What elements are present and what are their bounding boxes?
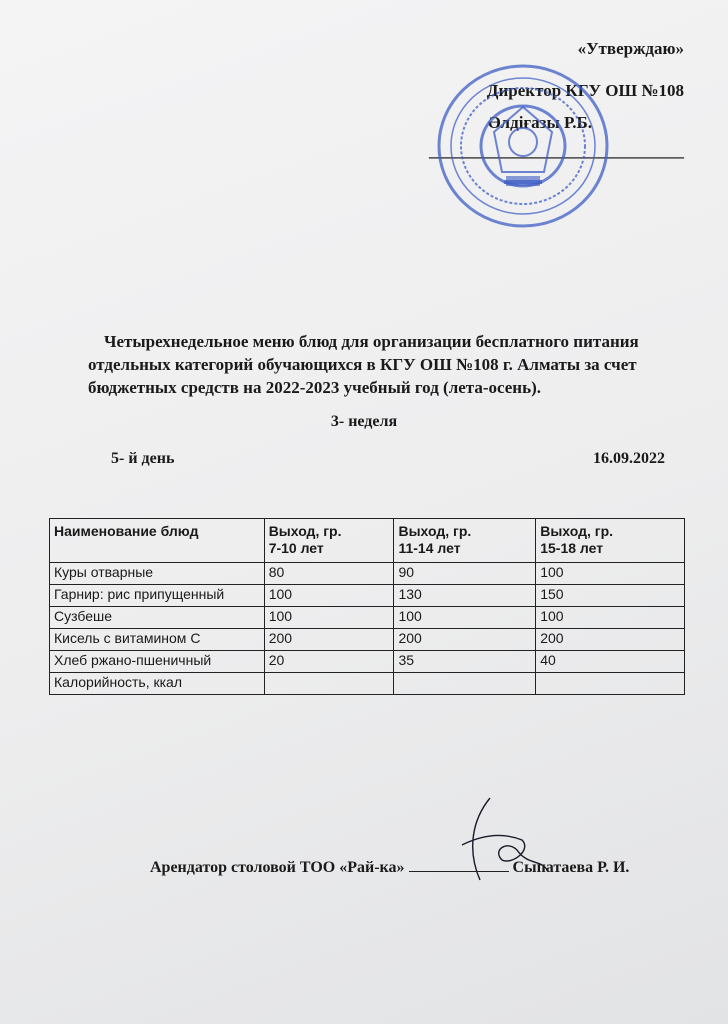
- dish-name: Куры отварные: [50, 563, 265, 585]
- yield-11-14: 35: [394, 651, 536, 673]
- yield-7-10: [264, 673, 394, 695]
- official-stamp: [434, 62, 612, 230]
- yield-7-10: 80: [264, 563, 394, 585]
- yield-11-14: 90: [394, 563, 536, 585]
- dish-name: Гарнир: рис припущенный: [50, 585, 265, 607]
- dish-name: Калорийность, ккал: [50, 673, 265, 695]
- yield-7-10: 200: [264, 629, 394, 651]
- table-row: [50, 673, 685, 695]
- approval-signature-line: ______________________________: [429, 141, 684, 160]
- yield-15-18: 100: [536, 607, 685, 629]
- yield-15-18: 200: [536, 629, 685, 651]
- document-title: Четырехнедельное меню блюд для организации бесплатного питания отдельных категорий обучающихся в КГУ ОШ №108 г. Алматы за счет бюджетных средств на 2022-2023 учебный год (лета-осень).: [88, 332, 639, 397]
- header-yield-11-14: Выход, гр. 11-14 лет: [394, 519, 536, 563]
- tenant-signature-line: [150, 857, 629, 877]
- approval-director-name: Әлдіғазы Р.Б.: [488, 113, 592, 132]
- yield-15-18: 150: [536, 585, 685, 607]
- week-label: 3- неделя: [330, 413, 398, 430]
- yield-11-14: [394, 673, 536, 695]
- header-yield-7-10: Выход, гр. 7-10 лет: [264, 519, 394, 563]
- approval-position: Директор КГУ ОШ №108: [486, 81, 684, 100]
- yield-7-10: 20: [264, 651, 394, 673]
- yield-11-14: 100: [394, 607, 536, 629]
- table-row: [50, 585, 685, 607]
- table-row: [50, 563, 685, 585]
- header-yield-15-18: Выход, гр. 15-18 лет: [536, 519, 685, 563]
- tenant-name: Сыпатаева Р. И.: [512, 859, 630, 876]
- yield-15-18: 40: [536, 651, 685, 673]
- header-dish-name: Наименование блюд: [50, 519, 265, 563]
- dish-name: Хлеб ржано-пшеничный: [50, 651, 265, 673]
- table-row: [50, 629, 685, 651]
- yield-15-18: 100: [536, 563, 685, 585]
- date-label: 16.09.2022: [593, 450, 665, 467]
- approval-heading: «Утверждаю»: [577, 39, 684, 58]
- table-header-row: [50, 519, 685, 563]
- table-row: [50, 607, 685, 629]
- yield-11-14: 130: [394, 585, 536, 607]
- yield-15-18: [536, 673, 685, 695]
- yield-7-10: 100: [264, 607, 394, 629]
- table-row: [50, 651, 685, 673]
- dish-name: Сузбеше: [50, 607, 265, 629]
- yield-7-10: 100: [264, 585, 394, 607]
- menu-table: [49, 518, 685, 695]
- day-label: 5- й день: [111, 450, 175, 467]
- tenant-label: Арендатор столовой ТОО «Рай-ка»: [150, 859, 405, 876]
- yield-11-14: 200: [394, 629, 536, 651]
- dish-name: Кисель с витамином С: [50, 629, 265, 651]
- signature-underline: [409, 857, 509, 872]
